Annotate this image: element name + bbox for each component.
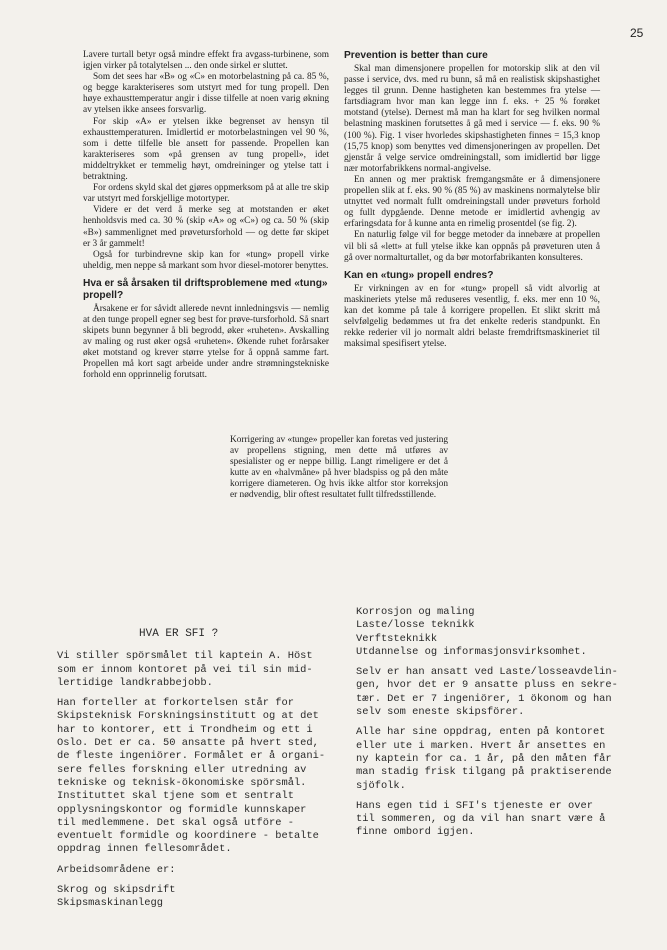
typed-line: til medlemmene. Det skal også utföre - bbox=[57, 816, 294, 829]
sfi-left-body bbox=[57, 650, 342, 910]
sfi-right-column bbox=[356, 606, 636, 847]
typed-line: Instituttet skal tjene som et sentralt bbox=[57, 790, 294, 803]
typed-line: finne ombord igjen. bbox=[356, 826, 475, 839]
paragraph: Årsakene er for såvidt allerede nevnt innledningsvis — nemlig at den tunge propell egner seg best for prøve-tursforhold. Så snart skipets bunn begynner å bli begrodd, øker «ruheten». Avskalling av maling og rust øker også «ruheten». Økende ruhet forårsaker øket motstand og krever større ytelse for å oppnå samme fart. Propellen må kort sagt arbeide under andre strømningstekniske forhold enn opprinnelig forutsatt. bbox=[83, 303, 329, 381]
typed-line: de fleste ingeniörer. Formålet er å organi- bbox=[57, 750, 326, 763]
typed-line: Skipsteknisk Forskningsinstitutt og at det bbox=[57, 710, 319, 723]
paragraph: Er virkningen av en for «tung» propell så vidt alvorlig at maskineriets ytelse må reduseres vesentlig, f. eks. mer enn 10 %, kan det komme på tale å korrigere propellen. Et slikt skritt må selvfølgelig bedømmes ut fra det enkelte rederis standpunkt. En rekke rederier vil jo normalt aldri belaste fremdriftsmaskineriet til maksimal spesifisert ytelse. bbox=[344, 283, 600, 350]
typed-line: tekniske og teknisk-ökonomiske spörsmål. bbox=[57, 776, 307, 789]
typed-line: Hans egen tid i SFI's tjeneste er over bbox=[356, 799, 593, 812]
typed-paragraph bbox=[356, 726, 636, 792]
typed-paragraph bbox=[356, 606, 636, 659]
typed-paragraph bbox=[57, 697, 342, 857]
typed-line: Verftsteknikk bbox=[356, 632, 438, 645]
sfi-right-body bbox=[356, 606, 636, 840]
sfi-title: HVA ER SFI ? bbox=[139, 628, 219, 640]
typed-line: opplysningskontor og formidle kunnskaper bbox=[57, 803, 307, 816]
typed-line: Alle har sine oppdrag, enten på kontoret bbox=[356, 726, 606, 739]
typed-line: oppdrag innen fellesområdet. bbox=[57, 843, 232, 856]
typed-line: til sommeren, og da vil han snart være å bbox=[356, 813, 606, 826]
typed-line: eventuelt formidle og koordinere - betalte bbox=[57, 830, 319, 843]
typed-line: man stadig frisk tilgang på praktiserende bbox=[356, 766, 612, 779]
section-heading: Hva er så årsaken til driftsproblemene med «tung» propell? bbox=[83, 277, 328, 301]
typed-line: lertidige landkrabbejobb. bbox=[57, 676, 213, 689]
typed-line: som er innom kontoret på vei til sin mid- bbox=[57, 663, 313, 676]
sfi-left-column bbox=[57, 628, 342, 918]
paragraph: Som det sees har «B» og «C» en motorbelastning på ca. 85 %, og begge karakteriseres som utstyrt med for tung propell. Den høye exhausttemperatur angir i disse tilfelle at noen varig økning av ytelsen ikke ansees forsvarlig. bbox=[83, 72, 329, 116]
typed-line: Arbeidsområdene er: bbox=[57, 863, 176, 876]
paragraph: Lavere turtall betyr også mindre effekt fra avgass-turbinene, som igjen virker på totalytelsen ... den onde sirkel er sluttet. bbox=[83, 50, 329, 72]
typed-line: Korrosjon og maling bbox=[356, 606, 475, 618]
typed-line: Laste/losse teknikk bbox=[356, 619, 475, 632]
typed-line: Han forteller at forkortelsen står for bbox=[57, 697, 294, 710]
paragraph: En annen og mer praktisk fremgangsmåte er å dimensjonere propellen slik at f. eks. 90 % (85 %) av maskinens normalytelse blir utnyttet ved normalt fullt omdreiningstall under prøveturs forhold og fullt dypgående. Denne metode er imidlertid avhengig av erfaringsdata for å kunne anta en rimelig prosentdel (se fig. 2). bbox=[344, 174, 600, 230]
section-heading: Prevention is better than cure bbox=[344, 50, 488, 61]
section-heading: Kan en «tung» propell endres? bbox=[344, 269, 494, 281]
typed-line: Selv er han ansatt ved Laste/losseavdelin- bbox=[356, 666, 618, 679]
typed-line: ny kaptein for ca. 1 år, på den måten får bbox=[356, 752, 612, 765]
page-number: 25 bbox=[630, 26, 644, 40]
typed-line: selv som eneste skipsförer. bbox=[356, 706, 525, 719]
typed-paragraph bbox=[356, 800, 636, 840]
paragraph: For skip «A» er ytelsen ikke begrenset av hensyn til exhausttemperaturen. Imidlertid er motorbelastningen vel 90 %, som i dette tilfelle ble ansett for passende. Propellen kan karakteriseres som «på grensen av tung propell», idet middeltrykket er temmelig høyt, omdreininger og ytelse tatt i betraktning. bbox=[83, 116, 329, 183]
paragraph: Skal man dimensjonere propellen for motorskip slik at den vil passe i service, dvs. med ru bunn, så må en realistisk skipshastighet legges til grunn. Denne hastigheten kan bestemmes fra ytelse — fartsdiagram hvor man kan legge inn f. eks. + 25 % forøket motstand (ytelse). Dernest må man ha klart for seg hvilken normal belastning maskinen forutsettes å gå med i service — f. eks. 90 % (100 %). Fig. 1 viser hvorledes skipshastigheten finnes = 15,3 knop (15,75 knop) som benyttes ved dimensjoneringen av propellen. Det gjenstår å velge service omdreiningstall, som imidlertid bør ligge nær motorfabrikkens normal-angivelse. bbox=[344, 64, 600, 174]
paragraph: Videre er det verd å merke seg at motstanden er øket henholdsvis med ca. 30 % (skip «A» og «C») og ca. 50 % (skip «B») sammenlignet med prøvetursforhold — og dette før skipet er 3 år gammelt! bbox=[83, 205, 329, 249]
typed-line: Utdannelse og informasjonsvirksomhet. bbox=[356, 645, 587, 658]
typed-paragraph bbox=[57, 864, 342, 877]
typed-line: sjöfolk. bbox=[356, 779, 406, 792]
typed-paragraph bbox=[57, 650, 342, 690]
typed-line: Vi stiller spörsmålet til kaptein A. Höst bbox=[57, 650, 313, 663]
typed-line: Skrog og skipsdrift bbox=[57, 884, 176, 897]
typed-line: sere felles forskning eller utredning av bbox=[57, 763, 307, 776]
paragraph: En naturlig følge vil for begge metoder da innebære at propellen vil bli så «lett» at full ytelse ikke kan oppnås på prøveturen uten å gå over normalturtallet, og da bør motorfabrikanten konsulteres. bbox=[344, 230, 600, 263]
typed-line: Skipsmaskinanlegg bbox=[57, 897, 164, 910]
typed-line: har to kontorer, ett i Trondheim og ett i bbox=[57, 723, 313, 736]
paragraph: For ordens skyld skal det gjøres oppmerksom på at alle tre skip var utstyrt med forskjellige motortyper. bbox=[83, 183, 329, 205]
typed-line: tær. Det er 7 ingeniörer, 1 ökonom og han bbox=[356, 692, 612, 705]
paragraph: Også for turbindrevne skip kan for «tung» propell virke uheldig, men neppe så markant som hvor diesel-motorer benyttes. bbox=[83, 249, 329, 271]
typed-line: Oslo. Det er ca. 50 ansatte på hvert sted, bbox=[57, 737, 319, 750]
typed-paragraph bbox=[356, 666, 636, 719]
figure-caption: Korrigering av «tunge» propeller kan foretas ved justering av propellens stigning, men dette må utføres av spesialister og er neppe billig. Langt rimeligere er det å kutte av en «halvmåne» på hver bladspiss og på den måte korrigere diameteren. Og hvis ikke altfor stor korreksjon er nødvendig, blir oftest resultatet fullt tilfredsstillende. bbox=[230, 435, 448, 501]
typed-line: gen, hvor det er 9 ansatte pluss en sekre- bbox=[356, 679, 618, 692]
typed-paragraph bbox=[57, 884, 342, 911]
right-column bbox=[344, 50, 600, 350]
typed-line: eller ute i marken. Hvert år ansettes en bbox=[356, 739, 606, 752]
left-column bbox=[83, 50, 329, 382]
